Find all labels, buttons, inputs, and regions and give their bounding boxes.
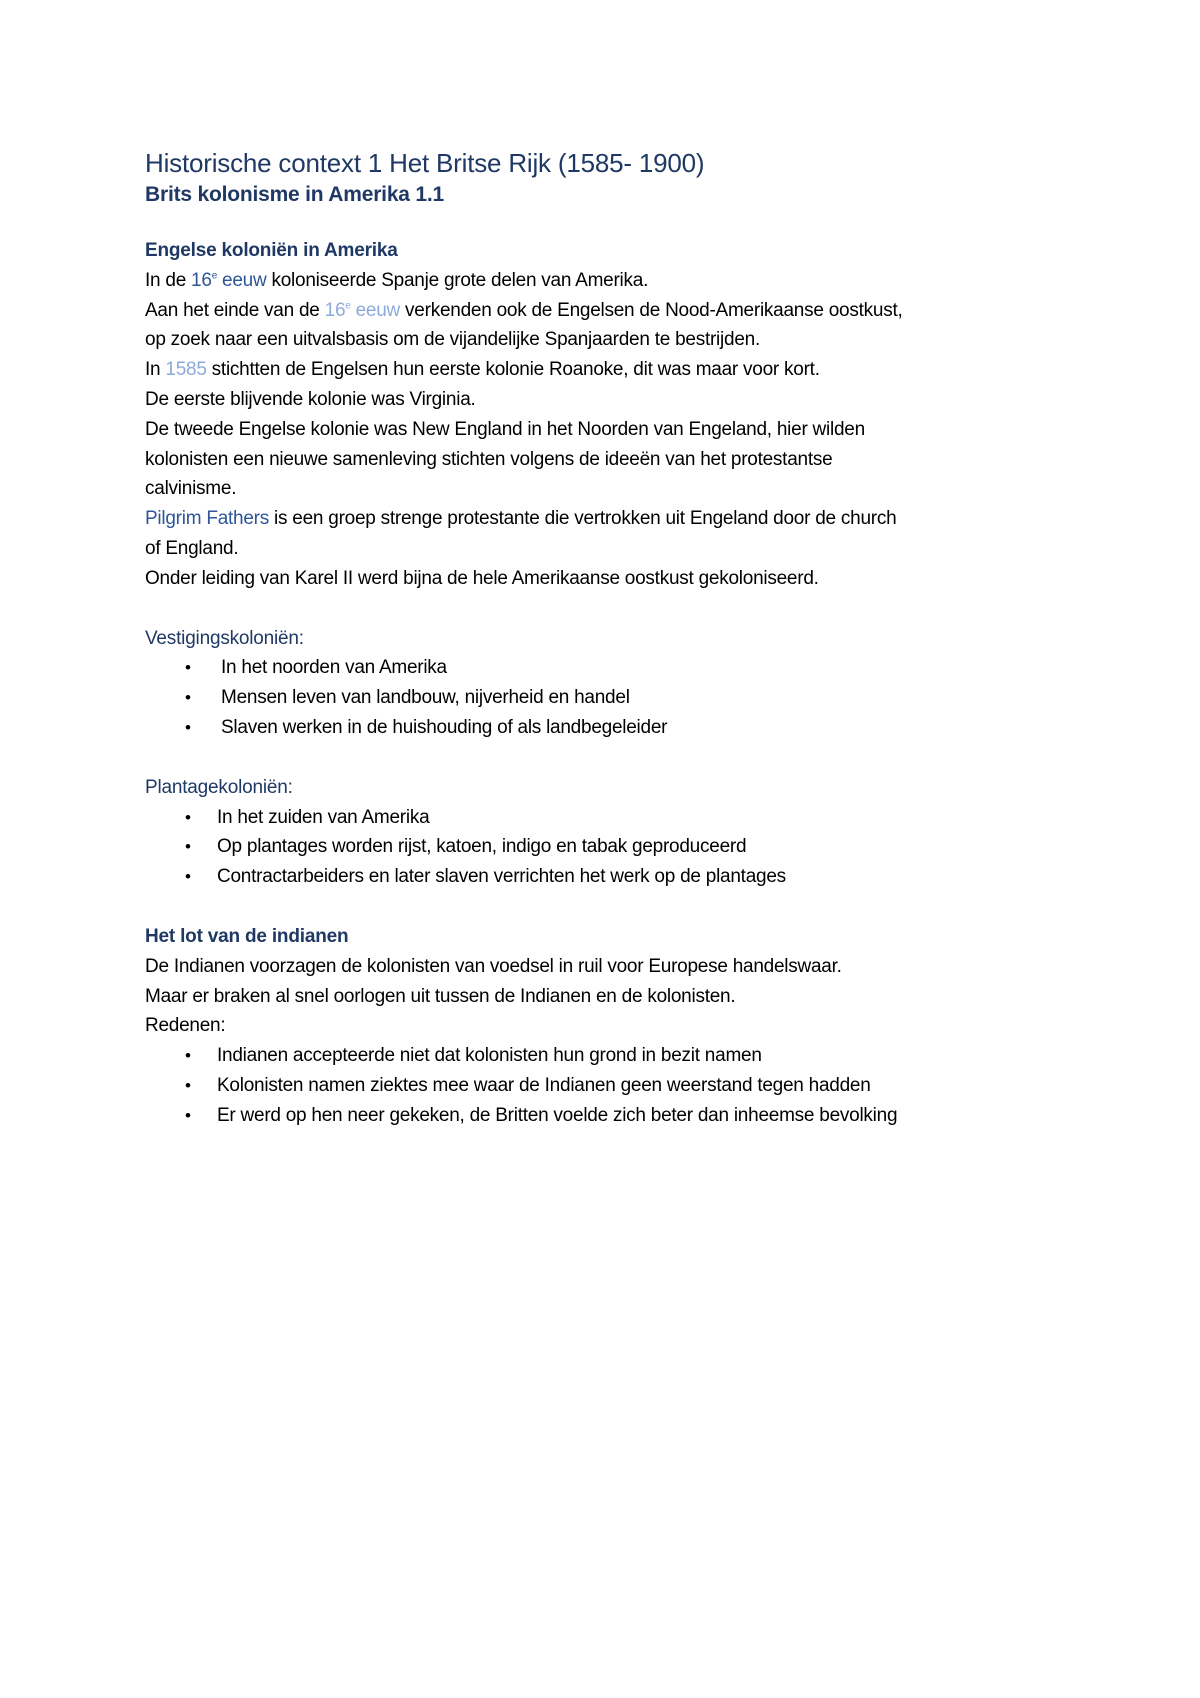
bullet-icon: • <box>185 1105 191 1125</box>
list-item: • Contractarbeiders en later slaven verrichten het werk op de plantages <box>145 862 1065 892</box>
section-engelse-kolonien <box>145 236 1065 594</box>
section-plantagekolonien <box>145 773 1065 892</box>
paragraph-line: Pilgrim Fathers is een groep strenge protestante die vertrokken uit Engeland door de church <box>145 508 897 530</box>
list-item: • Er werd op hen neer gekeken, de Britten voelde zich beter dan inheemse bevolking <box>145 1101 1065 1131</box>
bullet-icon: • <box>185 807 191 827</box>
list-item: • Op plantages worden rijst, katoen, indigo en tabak geproduceerd <box>145 832 1065 862</box>
paragraph-line: Onder leiding van Karel II werd bijna de hele Amerikaanse oostkust gekoloniseerd. <box>145 567 819 589</box>
list-item: • In het noorden van Amerika <box>145 653 1065 683</box>
paragraph-line: In 1585 stichtten de Engelsen hun eerste kolonie Roanoke, dit was maar voor kort. <box>145 359 820 381</box>
bullet-icon: • <box>185 1075 191 1095</box>
highlight-century: 16e eeuw <box>324 299 401 321</box>
list-item: • In het zuiden van Amerika <box>145 803 1065 833</box>
paragraph-line: of England. <box>145 537 239 559</box>
bullet-icon: • <box>185 717 191 737</box>
document-page <box>145 146 1065 1161</box>
bullet-list <box>145 653 1065 742</box>
bullet-list <box>145 803 1065 892</box>
paragraph-line: In de 16e eeuw koloniseerde Spanje grote delen van Amerika. <box>145 269 649 291</box>
bullet-icon: • <box>185 688 191 708</box>
paragraph-line: calvinisme. <box>145 478 237 500</box>
document-title: Historische context 1 Het Britse Rijk (1585- 1900) <box>145 148 705 178</box>
paragraph-line: kolonisten een nieuwe samenleving stichten volgens de ideeën van het protestantse <box>145 448 833 470</box>
section-heading: Vestigingskoloniën: <box>145 627 304 649</box>
section-heading: Plantagekoloniën: <box>145 776 293 798</box>
section-lot-indianen <box>145 922 1065 1131</box>
section-heading: Het lot van de indianen <box>145 925 349 947</box>
paragraph-line: op zoek naar een uitvalsbasis om de vijandelijke Spanjaarden te bestrijden. <box>145 329 760 351</box>
paragraph-line: De eerste blijvende kolonie was Virginia. <box>145 388 476 410</box>
list-item: • Slaven werken in de huishouding of als landbegeleider <box>145 713 1065 743</box>
highlight-term: Pilgrim Fathers <box>145 508 269 530</box>
paragraph-line: De tweede Engelse kolonie was New England in het Noorden van Engeland, hier wilden <box>145 418 865 440</box>
document-subtitle: Brits kolonisme in Amerika 1.1 <box>145 183 445 206</box>
paragraph-line: De Indianen voorzagen de kolonisten van voedsel in ruil voor Europese handelswaar. <box>145 955 842 977</box>
bullet-icon: • <box>185 837 191 857</box>
bullet-icon: • <box>185 1046 191 1066</box>
highlight-century: 16e eeuw <box>191 269 267 291</box>
paragraph-line: Redenen: <box>145 1015 226 1037</box>
highlight-year: 1585 <box>165 359 207 381</box>
bullet-icon: • <box>185 658 191 678</box>
list-item: • Kolonisten namen ziektes mee waar de Indianen geen weerstand tegen hadden <box>145 1071 1065 1101</box>
bullet-icon: • <box>185 867 191 887</box>
paragraph-line: Maar er braken al snel oorlogen uit tussen de Indianen en de kolonisten. <box>145 985 736 1007</box>
list-item: • Mensen leven van landbouw, nijverheid en handel <box>145 683 1065 713</box>
section-vestigingskolonien <box>145 624 1065 743</box>
bullet-list <box>145 1041 1065 1130</box>
list-item: • Indianen accepteerde niet dat kolonisten hun grond in bezit namen <box>145 1041 1065 1071</box>
section-heading: Engelse koloniën in Amerika <box>145 240 398 261</box>
paragraph-line: Aan het einde van de 16e eeuw verkenden ook de Engelsen de Nood-Amerikaanse oostkust, <box>145 299 903 321</box>
